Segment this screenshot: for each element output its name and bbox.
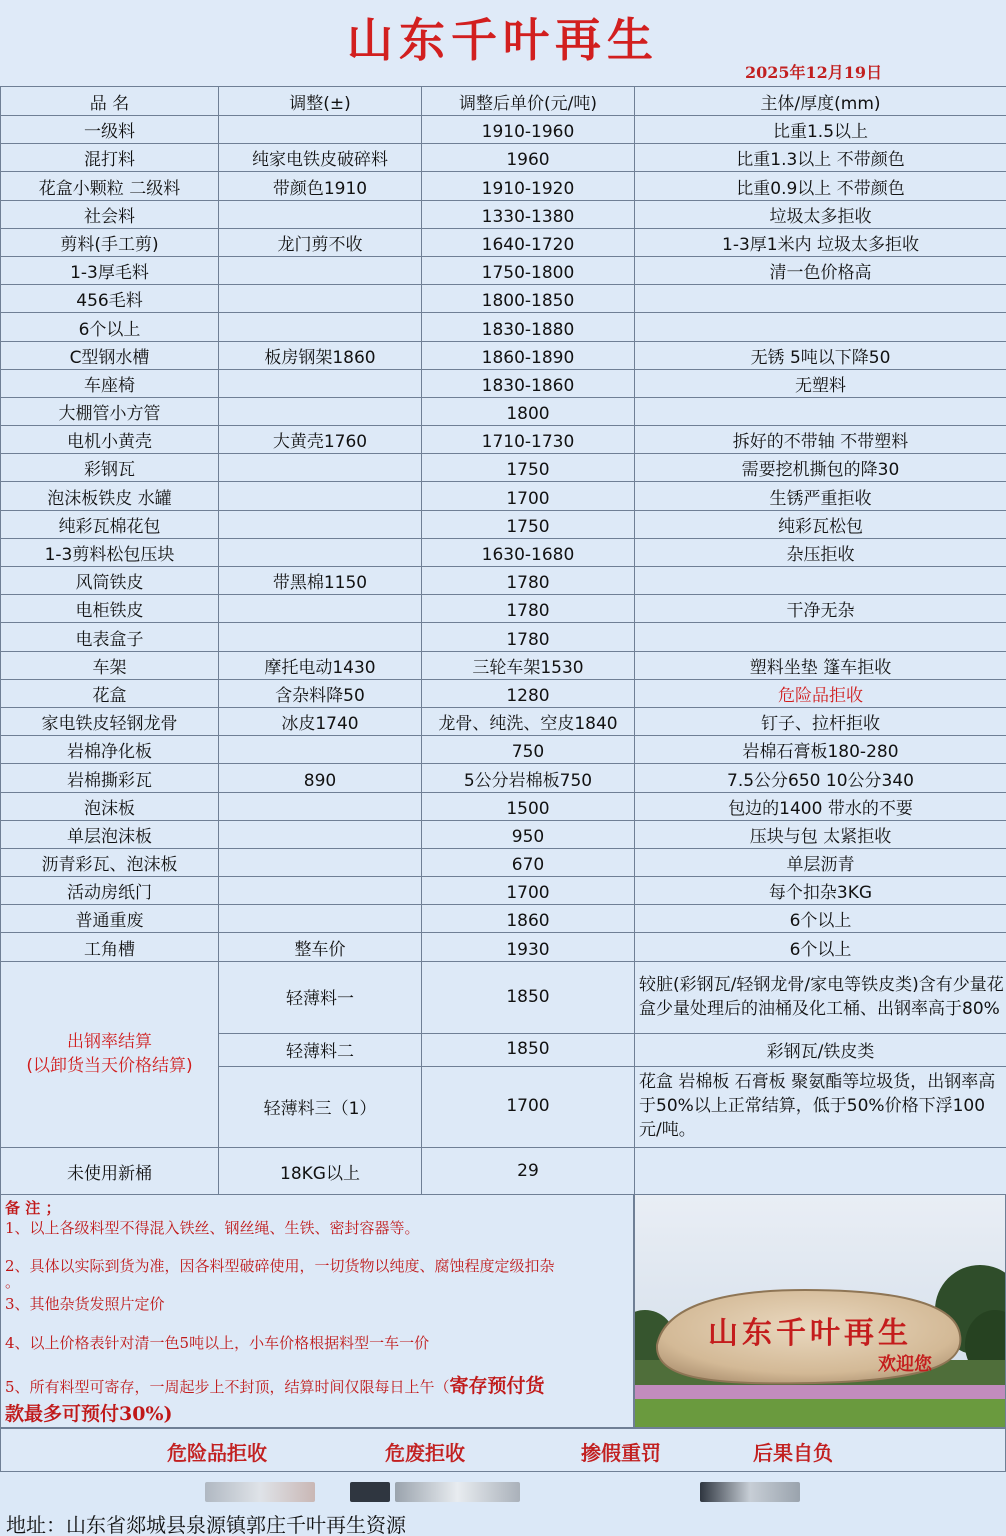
table-row: [1, 341, 1006, 369]
cell-name: 活动房纸门: [1, 877, 219, 905]
title-area: [0, 0, 1006, 86]
cell-price: 1640-1720: [422, 228, 635, 256]
table-row: [1, 877, 1006, 905]
cell-price: 龙骨、纯洗、空皮1840: [422, 707, 635, 735]
cell-price: 1750: [422, 454, 635, 482]
table-row: [1, 482, 1006, 510]
barrel-row: [1, 1147, 1006, 1196]
cell-name: 泡沫板: [1, 792, 219, 820]
cell-spec: 比重1.3以上 不带颜色: [635, 144, 1006, 172]
cell-spec: [635, 397, 1006, 425]
table-row: [1, 595, 1006, 623]
note-5: [5, 1371, 545, 1398]
cell-adjust: [219, 116, 422, 144]
cell-adjust: 板房钢架1860: [219, 341, 422, 369]
cell-adjust: [219, 369, 422, 397]
header-spec: 主体/厚度(mm): [635, 87, 1006, 116]
cell-name: 456毛料: [1, 285, 219, 313]
cell-name: 混打料: [1, 144, 219, 172]
table-row: [1, 313, 1006, 341]
cell-name: 彩钢瓦: [1, 454, 219, 482]
cell-price: 1830-1860: [422, 369, 635, 397]
cell-price: 1280: [422, 679, 635, 707]
header-price: 调整后单价(元/吨): [422, 87, 635, 116]
cell-spec: 6个以上: [635, 905, 1006, 933]
cell-spec: 比重0.9以上 不带颜色: [635, 172, 1006, 200]
cell-spec: 垃圾太多拒收: [635, 200, 1006, 228]
cell-price: 1780: [422, 623, 635, 651]
cell-adjust: [219, 736, 422, 764]
redacted-block: [700, 1482, 800, 1502]
table-row: [1, 567, 1006, 595]
cell-price: 1910-1960: [422, 116, 635, 144]
cell-price: 1910-1920: [422, 172, 635, 200]
cell-adjust: [219, 595, 422, 623]
table-header-row: [1, 87, 1006, 116]
redacted-contact-row: [0, 1472, 1006, 1508]
cell-adjust: [219, 623, 422, 651]
table-row: [1, 538, 1006, 566]
note-1: 1、以上各级料型不得混入铁丝、钢丝绳、生铁、密封容器等。: [5, 1219, 420, 1237]
note-2-tail: 。: [5, 1273, 21, 1291]
cell-price: 1700: [422, 482, 635, 510]
cell-name: 车架: [1, 651, 219, 679]
cell-adjust: [219, 200, 422, 228]
cell-price: 950: [422, 820, 635, 848]
cell-adjust: 带黑棉1150: [219, 567, 422, 595]
settlement-item-price: 1850: [422, 961, 635, 1033]
address-line: 地址：山东省郯城县泉源镇郭庄千叶再生资源: [0, 1508, 1006, 1536]
table-row: [1, 707, 1006, 735]
cell-name: C型钢水槽: [1, 341, 219, 369]
cell-adjust: 摩托电动1430: [219, 651, 422, 679]
cell-name: 泡沫板铁皮 水罐: [1, 482, 219, 510]
note-4: 4、以上价格表针对清一色5吨以上，小车价格根据料型一车一价: [5, 1334, 430, 1352]
warning-2: 危废拒收: [385, 1441, 465, 1465]
cell-adjust: [219, 792, 422, 820]
header-adjust: 调整(±): [219, 87, 422, 116]
table-row: [1, 200, 1006, 228]
price-date: 2025年12月19日: [745, 63, 883, 82]
cell-name: 工角槽: [1, 933, 219, 961]
note-5-text: 5、所有料型可寄存，一周起步上不封顶，结算时间仅限每日上午（: [5, 1378, 450, 1396]
welcome-stone-illustration: [635, 1195, 1006, 1428]
table-row: [1, 454, 1006, 482]
cell-spec: 包边的1400 带水的不要: [635, 792, 1006, 820]
cell-adjust: [219, 538, 422, 566]
cell-spec: [635, 567, 1006, 595]
cell-name: 社会料: [1, 200, 219, 228]
cell-spec: 7.5公分650 10公分340: [635, 764, 1006, 792]
cell-adjust: [219, 256, 422, 284]
cell-price: 1330-1380: [422, 200, 635, 228]
cell-price: 1710-1730: [422, 426, 635, 454]
settlement-item-name: 轻薄料一: [219, 961, 422, 1033]
cell-name: 花盒小颗粒 二级料: [1, 172, 219, 200]
table-row: [1, 256, 1006, 284]
warning-4: 后果自负: [753, 1441, 833, 1465]
lawn: [635, 1399, 1006, 1428]
table-row: [1, 285, 1006, 313]
cell-name: 一级料: [1, 116, 219, 144]
note-5-cont: 款最多可预付30%): [5, 1403, 173, 1425]
cell-adjust: 龙门剪不收: [219, 228, 422, 256]
cell-name: 电柜铁皮: [1, 595, 219, 623]
cell-spec: 纯彩瓦松包: [635, 510, 1006, 538]
warning-3: 掺假重罚: [581, 1441, 661, 1465]
note-5-highlight: 寄存预付货: [449, 1375, 545, 1397]
table-row: [1, 116, 1006, 144]
cell-name: 剪料(手工剪): [1, 228, 219, 256]
settlement-label: [1, 961, 219, 1147]
cell-adjust: 带颜色1910: [219, 172, 422, 200]
notes-title: 备 注 ；: [5, 1199, 61, 1217]
cell-spec: 钉子、拉杆拒收: [635, 707, 1006, 735]
table-row: [1, 848, 1006, 876]
table-row: [1, 905, 1006, 933]
cell-price: 1830-1880: [422, 313, 635, 341]
welcome-stone-photo: [634, 1194, 1006, 1428]
cell-price: 1960: [422, 144, 635, 172]
barrel-adjust: 18KG以上: [219, 1147, 422, 1196]
cell-spec: 杂压拒收: [635, 538, 1006, 566]
cell-adjust: [219, 482, 422, 510]
cell-spec: 塑料坐垫 篷车拒收: [635, 651, 1006, 679]
table-row: [1, 679, 1006, 707]
cell-name: 1-3厚毛料: [1, 256, 219, 284]
redacted-block: [395, 1482, 520, 1502]
barrel-price: 29: [422, 1147, 635, 1196]
cell-adjust: 890: [219, 764, 422, 792]
table-row: [1, 820, 1006, 848]
cell-name: 1-3剪料松包压块: [1, 538, 219, 566]
cell-adjust: 纯家电铁皮破碎料: [219, 144, 422, 172]
cell-price: 1800: [422, 397, 635, 425]
cell-adjust: 含杂料降50: [219, 679, 422, 707]
cell-adjust: 冰皮1740: [219, 707, 422, 735]
cell-adjust: [219, 848, 422, 876]
settlement-item-price: 1700: [422, 1066, 635, 1147]
cell-spec: [635, 313, 1006, 341]
barrel-name: 未使用新桶: [1, 1147, 219, 1196]
settlement-label-line1: 出钢率结算: [67, 1031, 152, 1052]
cell-spec: [635, 623, 1006, 651]
redacted-block: [350, 1482, 390, 1502]
settlement-item-desc: 彩钢瓦/铁皮类: [635, 1033, 1006, 1066]
cell-name: 单层泡沫板: [1, 820, 219, 848]
cell-price: 750: [422, 736, 635, 764]
cell-adjust: 整车价: [219, 933, 422, 961]
cell-spec: 危险品拒收: [635, 679, 1006, 707]
cell-spec: 单层沥青: [635, 848, 1006, 876]
cell-spec: [635, 285, 1006, 313]
table-row: [1, 736, 1006, 764]
table-row: [1, 510, 1006, 538]
notes-panel: [0, 1194, 634, 1428]
cell-spec: 需要挖机撕包的降30: [635, 454, 1006, 482]
cell-spec: 无锈 5吨以下降50: [635, 341, 1006, 369]
cell-adjust: [219, 510, 422, 538]
page-title: 山东千叶再生: [347, 13, 659, 67]
settlement-section: [1, 961, 1006, 1196]
settlement-item-price: 1850: [422, 1033, 635, 1066]
cell-price: 1860-1890: [422, 341, 635, 369]
cell-name: 电表盒子: [1, 623, 219, 651]
settlement-item-name: 轻薄料二: [219, 1033, 422, 1066]
cell-name: 电机小黄壳: [1, 426, 219, 454]
cell-price: 三轮车架1530: [422, 651, 635, 679]
table-row: [1, 933, 1006, 961]
cell-spec: 干净无杂: [635, 595, 1006, 623]
cell-price: 1780: [422, 567, 635, 595]
cell-price: 1700: [422, 877, 635, 905]
cell-spec: 比重1.5以上: [635, 116, 1006, 144]
cell-adjust: [219, 313, 422, 341]
table-row: [1, 792, 1006, 820]
table-row: [1, 228, 1006, 256]
table-row: [1, 369, 1006, 397]
cell-name: 纯彩瓦棉花包: [1, 510, 219, 538]
cell-spec: 拆好的不带轴 不带塑料: [635, 426, 1006, 454]
cell-spec: 每个扣杂3KG: [635, 877, 1006, 905]
cell-name: 家电铁皮轻钢龙骨: [1, 707, 219, 735]
header-name: 品 名: [1, 87, 219, 116]
table-row: [1, 651, 1006, 679]
cell-spec: 6个以上: [635, 933, 1006, 961]
cell-spec: 无塑料: [635, 369, 1006, 397]
cell-price: 1930: [422, 933, 635, 961]
cell-spec: 清一色价格高: [635, 256, 1006, 284]
warning-footer: [0, 1428, 1006, 1472]
cell-name: 普通重废: [1, 905, 219, 933]
cell-name: 风筒铁皮: [1, 567, 219, 595]
cell-spec: 岩棉石膏板180-280: [635, 736, 1006, 764]
cell-name: 车座椅: [1, 369, 219, 397]
table-row: [1, 172, 1006, 200]
cell-price: 5公分岩棉板750: [422, 764, 635, 792]
cell-name: 岩棉撕彩瓦: [1, 764, 219, 792]
cell-price: 1750: [422, 510, 635, 538]
cell-name: 6个以上: [1, 313, 219, 341]
cell-name: 岩棉净化板: [1, 736, 219, 764]
table-row: [1, 623, 1006, 651]
cell-price: 670: [422, 848, 635, 876]
table-row: [1, 764, 1006, 792]
cell-adjust: [219, 454, 422, 482]
table-row: [1, 397, 1006, 425]
cell-price: 1800-1850: [422, 285, 635, 313]
cell-spec: 1-3厚1米内 垃圾太多拒收: [635, 228, 1006, 256]
table-row: [1, 144, 1006, 172]
settlement-item-name: 轻薄料三（1）: [219, 1066, 422, 1147]
price-table: [0, 86, 1006, 1197]
cell-price: 1860: [422, 905, 635, 933]
cell-spec: 压块与包 太紧拒收: [635, 820, 1006, 848]
settlement-row: [1, 961, 1006, 1033]
cell-adjust: [219, 877, 422, 905]
note-2: 2、具体以实际到货为准，因各料型破碎使用，一切货物以纯度、腐蚀程度定级扣杂: [5, 1257, 555, 1275]
cell-adjust: [219, 820, 422, 848]
cell-adjust: [219, 285, 422, 313]
redacted-block: [205, 1482, 315, 1502]
note-3: 3、其他杂货发照片定价: [5, 1295, 165, 1313]
barrel-desc: [635, 1147, 1006, 1196]
cell-price: 1780: [422, 595, 635, 623]
cell-name: 花盒: [1, 679, 219, 707]
cell-name: 沥青彩瓦、泡沫板: [1, 848, 219, 876]
cell-name: 大棚管小方管: [1, 397, 219, 425]
settlement-label-line2: (以卸货当天价格结算): [26, 1055, 193, 1076]
settlement-item-desc: 较脏(彩钢瓦/轻钢龙骨/家电等铁皮类)含有少量花盒少量处理后的油桶及化工桶、出钢率高于80%: [635, 961, 1006, 1033]
cell-price: 1630-1680: [422, 538, 635, 566]
warning-1: 危险品拒收: [167, 1441, 267, 1465]
cell-price: 1500: [422, 792, 635, 820]
price-rows: [1, 116, 1006, 962]
cell-spec: 生锈严重拒收: [635, 482, 1006, 510]
stone-main-text: 山东千叶再生: [708, 1316, 912, 1351]
cell-adjust: [219, 905, 422, 933]
cell-adjust: [219, 397, 422, 425]
table-row: [1, 426, 1006, 454]
stone-sub-text: 欢迎您: [878, 1354, 932, 1375]
cell-price: 1750-1800: [422, 256, 635, 284]
flower-bed: [635, 1385, 1006, 1399]
settlement-item-desc: 花盒 岩棉板 石膏板 聚氨酯等垃圾货，出钢率高于50%以上正常结算，低于50%价格下浮100元/吨。: [635, 1066, 1006, 1147]
cell-adjust: 大黄壳1760: [219, 426, 422, 454]
